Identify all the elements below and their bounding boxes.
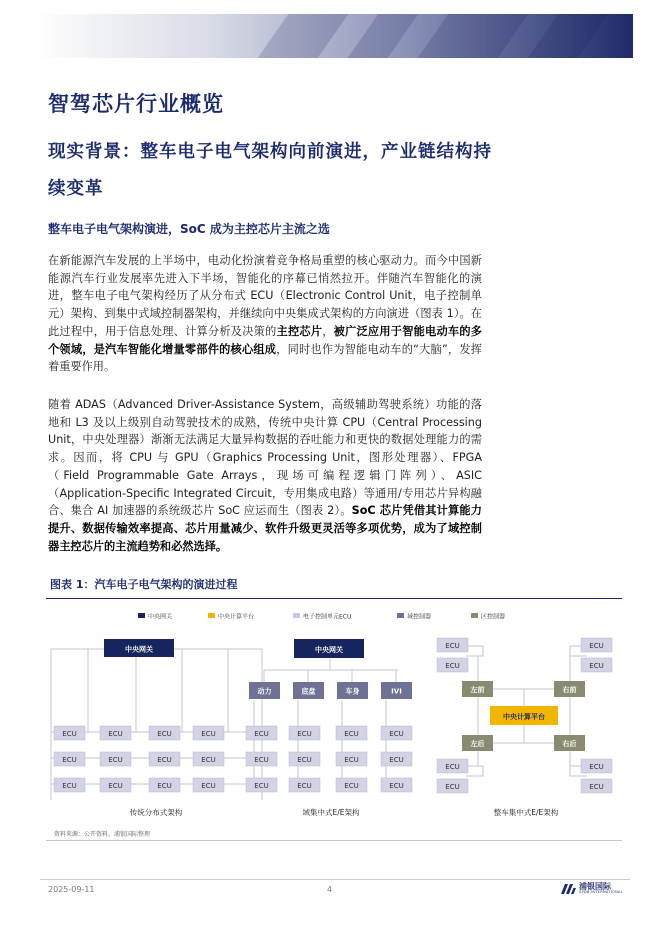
ecu-label: ECU xyxy=(62,756,77,764)
gateway-label: 中央网关 xyxy=(125,645,153,654)
domain-label: 底盘 xyxy=(301,687,316,696)
ecu-label: ECU xyxy=(589,642,604,650)
panel-central xyxy=(437,638,612,817)
ecu-label: ECU xyxy=(344,730,359,738)
logo-mark-icon xyxy=(560,882,576,896)
ecu-label: ECU xyxy=(108,756,123,764)
zone-label: 右后 xyxy=(562,740,577,748)
ecu-label: ECU xyxy=(157,782,172,790)
caption-central: 整车集中式E/E架构 xyxy=(493,808,559,817)
ecu-label: ECU xyxy=(589,662,604,670)
page-number: 4 xyxy=(327,885,333,894)
central-compute-label: 中央计算平台 xyxy=(503,713,545,721)
legend-swatch xyxy=(208,613,215,618)
legend-label: 电子控制单元ECU xyxy=(303,613,352,621)
ecu-label: ECU xyxy=(62,782,77,790)
legend-swatch xyxy=(293,613,300,618)
panel-distributed xyxy=(51,639,262,817)
page-title: 智驾芯片行业概览 xyxy=(48,92,224,116)
section-title: 现实背景：整车电子电气架构向前演进，产业链结构持续变革 xyxy=(48,142,492,199)
legend-swatch xyxy=(397,613,404,618)
footer-date: 2025-09-11 xyxy=(48,885,95,894)
ecu-label: ECU xyxy=(108,782,123,790)
ecu-label: ECU xyxy=(254,730,269,738)
domain-label: 车身 xyxy=(345,687,360,696)
ecu-label: ECU xyxy=(201,730,216,738)
legend-swatch xyxy=(138,613,145,618)
figure-title: 图表 1：汽车电子电气架构的演进过程 xyxy=(50,578,238,591)
ecu-label: ECU xyxy=(445,662,460,670)
domain-label: IVI xyxy=(391,687,402,696)
footer-rule xyxy=(40,879,630,880)
ecu-label: ECU xyxy=(254,782,269,790)
caption-distributed: 传统分布式架构 xyxy=(129,808,183,817)
ecu-label: ECU xyxy=(389,756,404,764)
logo-text: 浦银国际 xyxy=(579,882,611,891)
zone-label: 右前 xyxy=(562,686,577,694)
ecu-label: ECU xyxy=(445,763,460,771)
diagram-legend xyxy=(138,613,505,621)
ecu-label: ECU xyxy=(389,730,404,738)
domain-label: 动力 xyxy=(257,687,272,696)
header-banner xyxy=(33,14,633,58)
ecu-label: ECU xyxy=(445,642,460,650)
legend-label: 域控制器 xyxy=(407,613,432,621)
ecu-label: ECU xyxy=(344,756,359,764)
ecu-label: ECU xyxy=(344,782,359,790)
caption-domain: 域集中式E/E架构 xyxy=(302,808,360,817)
zone-label: 左前 xyxy=(470,686,485,694)
ecu-label: ECU xyxy=(589,763,604,771)
ecu-label: ECU xyxy=(297,756,312,764)
ecu-label: ECU xyxy=(589,783,604,791)
ecu-label: ECU xyxy=(157,756,172,764)
company-logo xyxy=(560,881,622,897)
ecu-label: ECU xyxy=(201,756,216,764)
logo-subtext: SPDB INTERNATIONAL xyxy=(579,890,624,894)
ecu-label: ECU xyxy=(108,730,123,738)
ecu-label: ECU xyxy=(297,730,312,738)
ecu-label: ECU xyxy=(157,730,172,738)
legend-label: 中央网关 xyxy=(148,613,173,621)
legend-label: 区控制器 xyxy=(481,613,506,621)
figure-top-rule xyxy=(46,598,622,599)
ecu-label: ECU xyxy=(62,730,77,738)
figure-bottom-rule xyxy=(46,840,622,841)
ecu-label: ECU xyxy=(297,782,312,790)
domain-gateway-label: 中央网关 xyxy=(315,646,343,654)
ecu-label: ECU xyxy=(201,782,216,790)
ecu-label: ECU xyxy=(254,756,269,764)
legend-swatch xyxy=(471,613,478,618)
figure-source: 资料来源：公开资料、浦银国际整理 xyxy=(54,831,151,838)
ecu-label: ECU xyxy=(445,783,460,791)
zone-label: 左后 xyxy=(470,740,485,748)
paragraph-2: 随着 ADAS（Advanced Driver-Assistance System，高级辅助驾驶系统）功能的落地和 L3 及以上级别自动驾驶技术的成熟，传统中央计算 CPU（Central Processing Unit，中央处理器）渐渐无法满足大量异构数据的吞吐能力和更快的数据处理能力的需求。因而，将 CPU 与 GPU（Graphics Processing Unit，图形处理器）、FPGA（Field Programmable Gate Arrays，现场可编程逻辑门阵列）、ASIC（Application-Specific Integrated Circuit，专用集成电路）等通用/专用芯片异构融合、集合 AI 加速器的系统级芯片 SoC 应运而生（图表 2）。SoC 芯片凭借其计算能力提升、数据传输效率提高、芯片用量减少、软件升级更灵活等多项优势，成为了域控制器主控芯片的主流趋势和必然选择。 xyxy=(48,398,482,553)
panel-domain xyxy=(246,639,412,817)
ee-architecture-diagram xyxy=(46,602,622,828)
paragraph-1: 在新能源汽车发展的上半场中，电动化扮演着竞争格局重塑的核心驱动力。而今中国新能源汽车行业发展率先进入下半场，智能化的序幕已悄然拉开。伴随汽车智能化的演进，整车电子电气架构经历了从分布式 ECU（Electronic Control Unit，电子控制单元）架构、到集中式域控制器架构，并继续向中央集成式架构的方向演进（图表 1）。在此过程中，用于信息处理、计算分析及决策的主控芯片，被广泛应用于智能电动车的多个领域，是汽车智能化增量零部件的核心组成，同时也作为智能电动车的“大脑”，发挥着重要作用。 xyxy=(48,254,482,374)
section-subtitle: 整车电子电气架构演进，SoC 成为主控芯片主流之选 xyxy=(48,222,330,236)
legend-label: 中央计算平台 xyxy=(218,613,255,621)
ecu-label: ECU xyxy=(389,782,404,790)
